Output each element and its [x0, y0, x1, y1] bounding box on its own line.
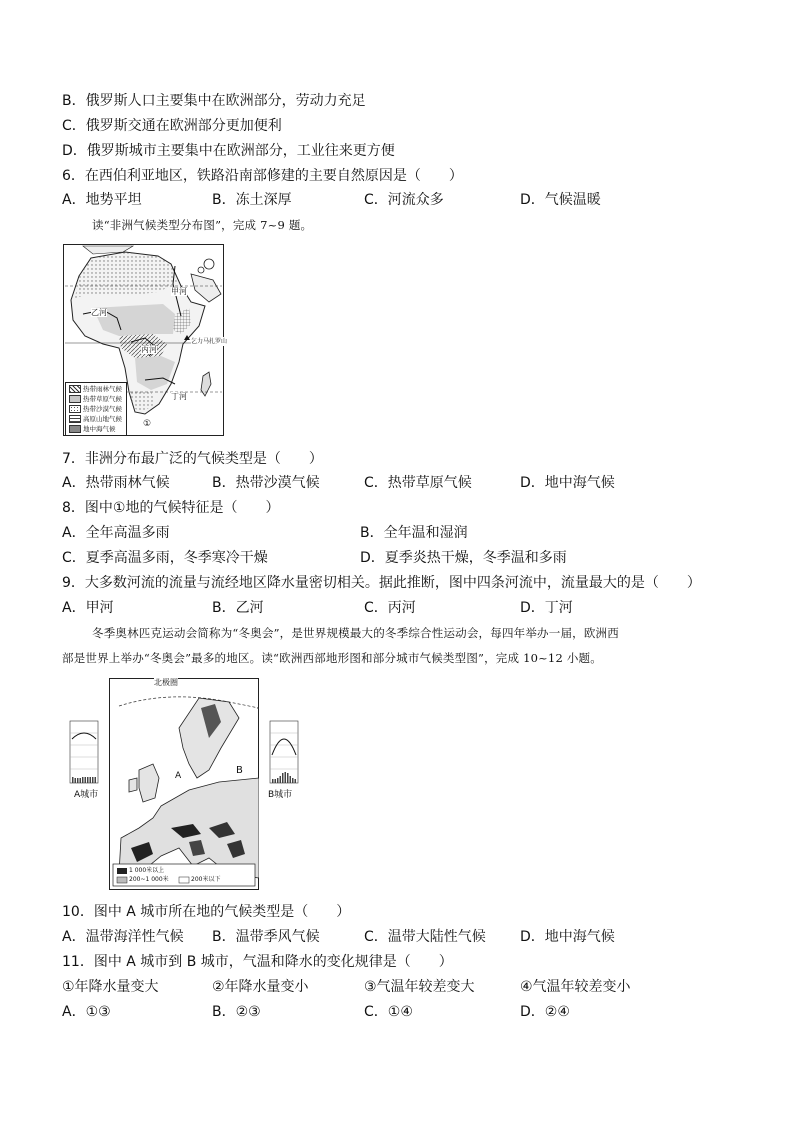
legend-swatch [69, 395, 81, 403]
q6-stem: 6．在西伯利亚地区，铁路沿南部修建的主要自然原因是（ ） [62, 168, 463, 184]
legend-row: 热带沙漠气候 [69, 405, 122, 413]
winter-olympics-intro-line2: 部是世界上举办“冬奥会”最多的地区。读“欧洲西部地形图和部分城市气候类型图”，完成 10~12 小题。 [62, 651, 602, 665]
q11-stem: 11．图中 A 城市到 B 城市，气温和降水的变化规律是（ ） [62, 954, 453, 970]
arctic-circle-label: 北极圈 [154, 678, 178, 687]
city-b-label: B城市 [268, 790, 293, 800]
label-jia-river: 甲河 [171, 287, 187, 296]
q8-stem: 8．图中①地的气候特征是（ ） [62, 500, 280, 516]
city-a-climate-chart [62, 715, 102, 795]
q10-stem: 10．图中 A 城市所在地的气候类型是（ ） [62, 904, 351, 920]
marker-a: A [175, 771, 182, 781]
q9-option-b: B．乙河 [212, 600, 264, 616]
q5-option-b: B．俄罗斯人口主要集中在欧洲部分，劳动力充足 [62, 93, 366, 109]
europe-figure [62, 675, 306, 891]
winter-olympics-intro-line1: 冬季奥林匹克运动会简称为“冬奥会”，是世界规模最大的冬季综合性运动会，每四年举办一届，欧洲西 [92, 626, 619, 640]
legend-1000m: 1 000米以上 [129, 867, 165, 874]
city-a-label: A城市 [74, 790, 99, 800]
q6-option-c: C．河流众多 [364, 192, 444, 208]
city-b-climate-chart [264, 715, 304, 795]
q7-option-c: C．热带草原气候 [364, 475, 472, 491]
q10-option-a: A．温带海洋性气候 [62, 929, 184, 945]
label-point-1: ① [143, 419, 152, 429]
q11-statement-1: ①年降水量变大 [62, 979, 159, 995]
q7-option-d: D．地中海气候 [520, 475, 615, 491]
label-kilimanjaro: 乞力马扎罗山 [191, 338, 228, 345]
legend-swatch [69, 405, 81, 413]
q9-stem: 9．大多数河流的流量与流经地区降水量密切相关。据此推断，图中四条河流中，流量最大的是（ ） [62, 575, 701, 591]
q8-option-c: C．夏季高温多雨，冬季寒冷干燥 [62, 550, 268, 566]
africa-climate-map [63, 244, 228, 436]
legend-200-1000m: 200~1 000米 [129, 876, 169, 883]
legend-200m: 200米以下 [191, 876, 221, 883]
legend-swatch [69, 425, 81, 433]
marker-b: B [236, 765, 243, 776]
legend-row: 地中海气候 [69, 425, 116, 433]
legend-swatch [69, 385, 81, 393]
q6-option-d: D．气候温暖 [520, 192, 601, 208]
q9-option-c: C．丙河 [364, 600, 416, 616]
q11-option-c: C．①④ [364, 1004, 413, 1020]
legend-swatch [69, 415, 81, 423]
africa-legend [65, 382, 127, 436]
q7-option-a: A．热带雨林气候 [62, 475, 170, 491]
q8-option-a: A．全年高温多雨 [62, 525, 170, 541]
q11-statement-3: ③气温年较差变大 [364, 979, 475, 995]
label-yi-river: 乙河 [91, 308, 107, 317]
q11-option-d: D．②④ [520, 1004, 570, 1020]
q8-option-d: D．夏季炎热干燥，冬季温和多雨 [360, 550, 567, 566]
label-ding-river: 丁河 [171, 392, 187, 401]
q10-option-b: B．温带季风气候 [212, 929, 320, 945]
q11-statement-2: ②年降水量变小 [212, 979, 309, 995]
label-bing-river: 丙河 [141, 345, 157, 354]
q9-option-d: D．丁河 [520, 600, 573, 616]
q11-option-b: B．②③ [212, 1004, 261, 1020]
q10-option-d: D．地中海气候 [520, 929, 615, 945]
legend-row: 高原山地气候 [69, 415, 122, 423]
q11-option-a: A．①③ [62, 1004, 111, 1020]
q7-option-b: B．热带沙漠气候 [212, 475, 320, 491]
q11-statement-4: ④气温年较差变小 [520, 979, 631, 995]
q10-option-c: C．温带大陆性气候 [364, 929, 486, 945]
q7-stem: 7．非洲分布最广泛的气候类型是（ ） [62, 451, 323, 467]
q6-option-b: B．冻土深厚 [212, 192, 292, 208]
q5-option-d: D．俄罗斯城市主要集中在欧洲部分，工业往来更方便 [62, 143, 395, 159]
q9-option-a: A．甲河 [62, 600, 114, 616]
africa-intro: 读“非洲气候类型分布图”，完成 7~9 题。 [92, 218, 313, 232]
q6-option-a: A．地势平坦 [62, 192, 142, 208]
legend-row: 热带雨林气候 [69, 385, 122, 393]
q5-option-c: C．俄罗斯交通在欧洲部分更加便利 [62, 118, 282, 134]
europe-terrain-map [109, 678, 259, 890]
q8-option-b: B．全年温和湿润 [360, 525, 468, 541]
legend-row: 热带草原气候 [69, 395, 122, 403]
